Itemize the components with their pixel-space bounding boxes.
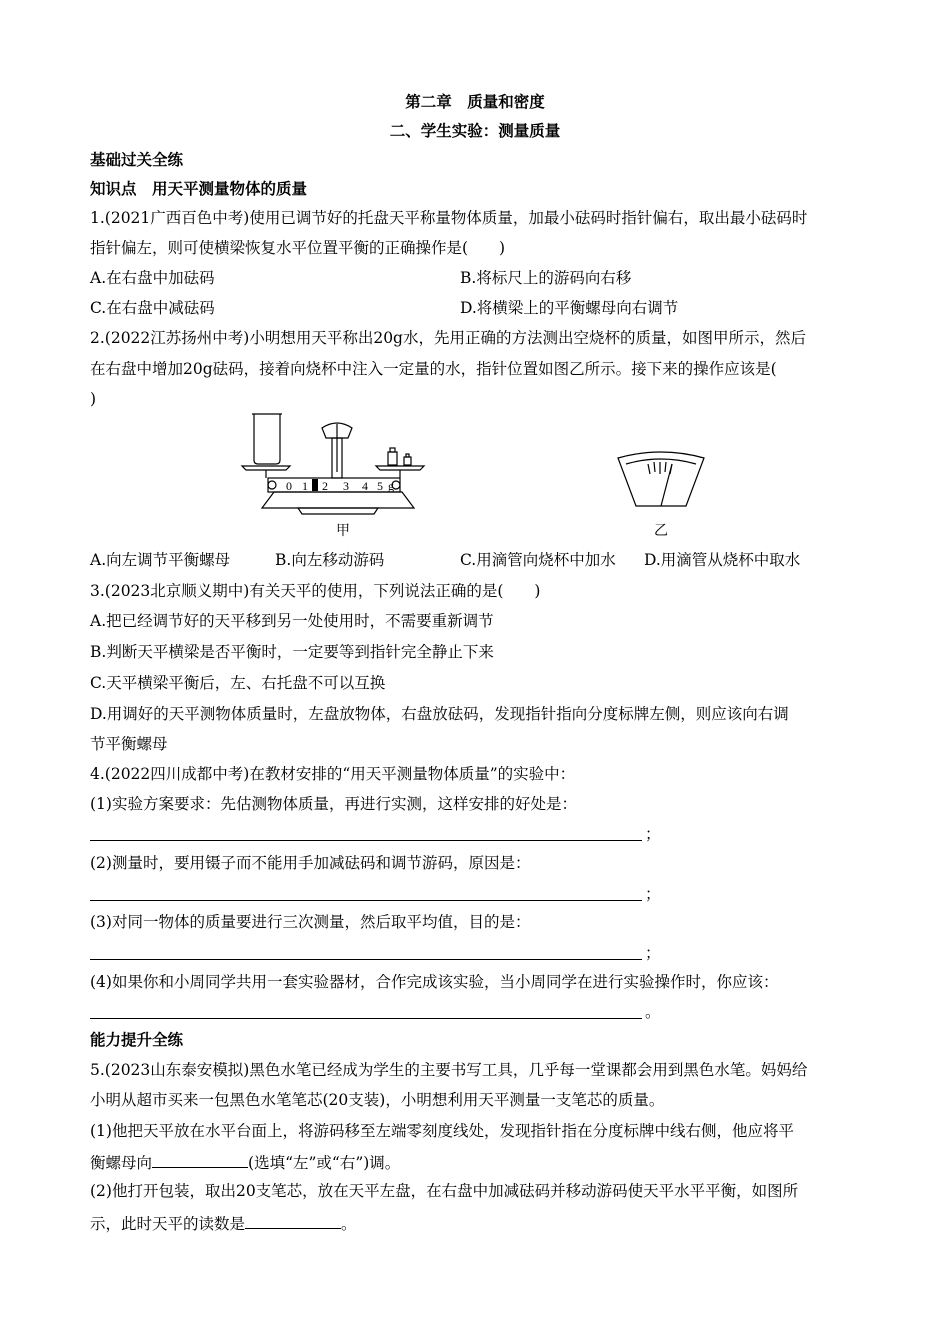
beaker-icon: [254, 414, 280, 464]
q4-stem: 4.(2022四川成都中考)在教材安排的“用天平测量物体质量”的实验中：: [90, 765, 576, 783]
q3-stem: 3.(2023北京顺义期中)有关天平的使用，下列说法正确的是( ): [90, 582, 541, 600]
topic-heading: 知识点 用天平测量物体的质量: [90, 179, 308, 198]
section-title: 二、学生实验：测量质量: [389, 121, 561, 140]
figure-a-label: 甲: [336, 523, 350, 539]
q5-part1-line2: [90, 1151, 400, 1173]
q3-option-d-line2: 节平衡螺母: [90, 735, 168, 753]
scale-tick-4: 4: [362, 479, 368, 493]
q1-stem-line2: 指针偏左，则可使横梁恢复水平位置平衡的正确操作是( ): [90, 239, 506, 257]
q4-part4: (4)如果你和小周同学共用一套实验器材，合作完成该实验，当小周同学在进行实验操作时，你应该：: [90, 973, 779, 991]
scale-tick-3: 3: [343, 479, 349, 493]
q1-option-a: A.在右盘中加砝码: [90, 269, 215, 287]
q5-part1-line1: (1)他把天平放在水平台面上，将游码移至左端零刻度线处，发现指针指在分度标牌中线右侧，他应将平: [90, 1122, 794, 1140]
scale-tick-0: 0: [286, 479, 292, 493]
q4-answer-line-4[interactable]: [90, 1018, 642, 1019]
q4-period: 。: [645, 1003, 661, 1021]
q2-option-d: D.用滴管从烧杯中取水: [644, 551, 801, 569]
q5-part2-line2: [90, 1212, 357, 1234]
scale-tick-5: 5: [377, 479, 383, 493]
weight-icon: [388, 452, 397, 465]
q3-option-b: B.判断天平横梁是否平衡时，一定要等到指针完全静止下来: [90, 643, 494, 661]
q3-option-a: A.把已经调节好的天平移到另一处使用时，不需要重新调节: [90, 612, 494, 630]
q1-option-b: B.将标尺上的游码向右移: [460, 269, 632, 287]
q5-stem-line2: 小明从超市买来一包黑色水笔笔芯(20支装)，小明想利用天平测量一支笔芯的质量。: [90, 1091, 665, 1109]
q2-option-b: B.向左移动游码: [275, 551, 385, 569]
q5-part2-prefix: 示，此时天平的读数是: [90, 1215, 246, 1233]
q4-part1: (1)实验方案要求：先估测物体质量，再进行实测，这样安排的好处是：: [90, 795, 577, 813]
q5-part1-prefix: 衡螺母向: [90, 1154, 153, 1172]
q2-stem-line3: ): [90, 390, 97, 408]
q3-option-d-line1: D.用调好的天平测物体质量时，左盘放物体，右盘放砝码，发现指针指向分度标牌左侧，则应该向右调: [90, 705, 789, 723]
q3-option-c: C.天平横梁平衡后，左、右托盘不可以互换: [90, 674, 386, 692]
part2-heading: 能力提升全练: [90, 1030, 184, 1049]
part1-heading: 基础过关全练: [90, 150, 184, 169]
q2-stem-line2: 在右盘中增加20g砝码，接着向烧杯中注入一定量的水，指针位置如图乙所示。接下来的操作应该是(: [90, 360, 777, 378]
q2-option-c: C.用滴管向烧杯中加水: [460, 551, 616, 569]
dial-figure-b: [614, 450, 708, 520]
scale-tick-1: 1: [302, 479, 308, 493]
scale-unit: g: [388, 479, 394, 493]
rider-marker: [312, 479, 318, 491]
q5-answer-blank-1[interactable]: [152, 1151, 248, 1168]
chapter-title: 第二章 质量和密度: [405, 92, 545, 111]
q1-option-c: C.在右盘中减砝码: [90, 299, 215, 317]
q5-answer-blank-2[interactable]: [245, 1212, 341, 1229]
q4-answer-line-2[interactable]: [90, 900, 642, 901]
q4-part2: (2)测量时，要用镊子而不能用手加减砝码和调节游码，原因是：: [90, 854, 531, 872]
q5-stem-line1: 5.(2023山东泰安模拟)黑色水笔已经成为学生的主要书写工具，几乎每一堂课都会用到黑色水笔。妈妈给: [90, 1061, 808, 1079]
q4-semicolon-2: ；: [645, 885, 661, 903]
q4-answer-line-3[interactable]: [90, 959, 642, 960]
q5-part1-suffix: (选填“左”或“右”)调。: [248, 1154, 401, 1172]
scale-tick-2: 2: [322, 479, 328, 493]
q4-semicolon-1: ；: [645, 825, 661, 843]
q2-stem-line1: 2.(2022江苏扬州中考)小明想用天平称出20g水，先用正确的方法测出空烧杯的质量，如图甲所示，然后: [90, 329, 806, 347]
q4-answer-line-1[interactable]: [90, 840, 642, 841]
balance-figure-a: [238, 408, 438, 520]
q5-part2-suffix: 。: [341, 1215, 357, 1233]
q1-stem-line1: 1.(2021广西百色中考)使用已调节好的托盘天平称量物体质量，加最小砝码时指针偏右，取出最小砝码时: [90, 209, 808, 227]
q5-part2-line1: (2)他打开包装，取出20支笔芯，放在天平左盘，在右盘中加减砝码并移动游码使天平水平平衡，如图所: [90, 1182, 799, 1200]
figure-b-label: 乙: [654, 523, 668, 539]
q4-part3: (3)对同一物体的质量要进行三次测量，然后取平均值，目的是：: [90, 913, 531, 931]
q2-option-a: A.向左调节平衡螺母: [90, 551, 231, 569]
q4-semicolon-3: ；: [645, 944, 661, 962]
q1-option-d: D.将横梁上的平衡螺母向右调节: [460, 299, 679, 317]
dial-pointer: [661, 464, 672, 506]
